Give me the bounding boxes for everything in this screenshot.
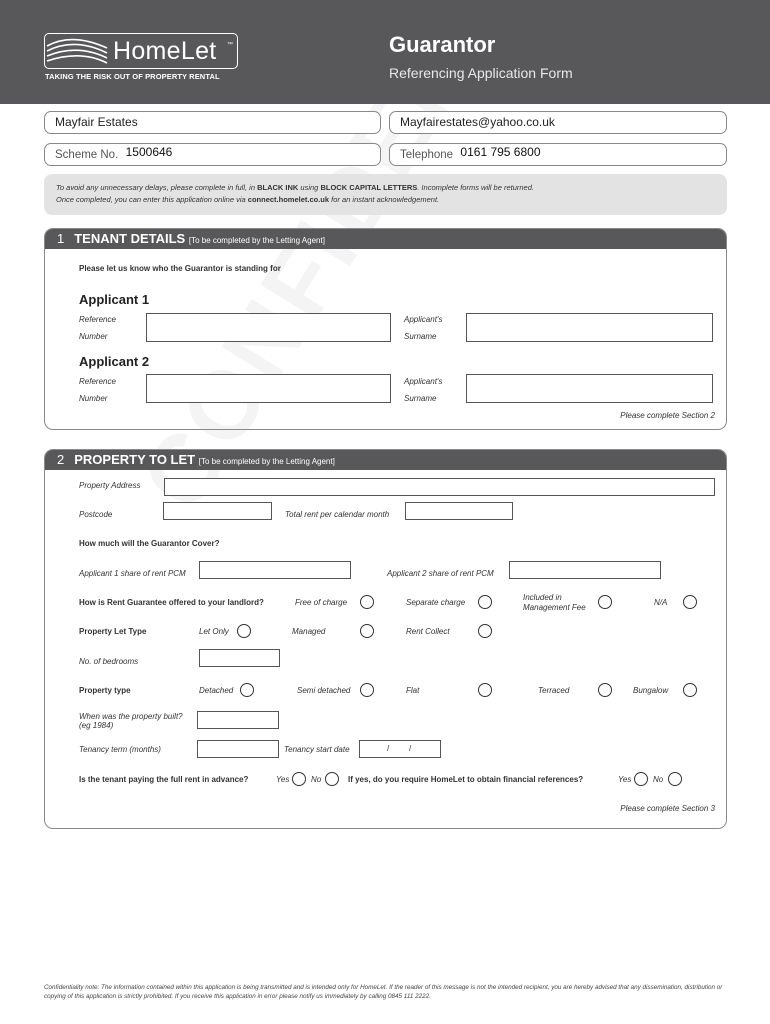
logo-wordmark: HomeLet [113, 37, 217, 65]
built-question-1: When was the property built? [79, 712, 183, 721]
postcode-input[interactable] [163, 502, 272, 520]
semi-detached-label: Semi detached [297, 686, 351, 695]
free-of-charge-label: Free of charge [295, 598, 348, 607]
a1-number-label: Number [79, 332, 108, 341]
agent-email-field[interactable] [389, 111, 727, 134]
rent-collect-radio[interactable] [478, 624, 492, 638]
bedrooms-label: No. of bedrooms [79, 657, 139, 666]
telephone-field[interactable] [389, 143, 727, 166]
separate-charge-radio[interactable] [478, 595, 492, 609]
fin-ref-no-label: No [653, 775, 664, 784]
applicant-2-surname-input[interactable] [466, 374, 713, 403]
tenancy-start-input[interactable] [359, 740, 441, 758]
total-rent-label: Total rent per calendar month [285, 510, 390, 519]
app2-share-label: Applicant 2 share of rent PCM [387, 569, 494, 578]
flat-radio[interactable] [478, 683, 492, 697]
a2-surname-label: Surname [404, 394, 437, 403]
section-1-header: 1 TENANT DETAILS [To be completed by the Letting Agent] [45, 229, 726, 249]
tenancy-term-input[interactable] [197, 740, 279, 758]
managed-radio[interactable] [360, 624, 374, 638]
section-2-footer: Please complete Section 3 [620, 804, 715, 813]
terraced-radio[interactable] [598, 683, 612, 697]
scheme-number-label: Scheme No. [55, 149, 119, 161]
rent-collect-label: Rent Collect [406, 627, 450, 636]
rent-guarantee-question: How is Rent Guarantee offered to your landlord? [79, 598, 264, 607]
telephone-label: Telephone [400, 149, 454, 161]
tenancy-term-label: Tenancy term (months) [79, 745, 161, 754]
date-separator-1: / [387, 744, 390, 753]
notice-line-1: To avoid any unnecessary delays, please complete in full, in BLACK INK using BLOCK CAPITAL LETTERS. Incomplete forms will be returned. [56, 183, 534, 192]
total-rent-input[interactable] [405, 502, 513, 520]
detached-radio[interactable] [240, 683, 254, 697]
bedrooms-input[interactable] [199, 649, 280, 667]
flat-label: Flat [406, 686, 420, 695]
section-1-footer: Please complete Section 2 [620, 411, 715, 420]
section-property-to-let [44, 449, 727, 829]
semi-detached-radio[interactable] [360, 683, 374, 697]
year-built-input[interactable] [197, 711, 279, 729]
telephone-value: 0161 795 6800 [460, 145, 541, 159]
app1-share-input[interactable] [199, 561, 351, 579]
section-2-header: 2 PROPERTY TO LET [To be completed by the Letting Agent] [45, 450, 726, 470]
a2-number-label: Number [79, 394, 108, 403]
scheme-number-value: 1500646 [125, 145, 173, 159]
managed-label: Managed [292, 627, 326, 636]
bungalow-radio[interactable] [683, 683, 697, 697]
form-subtitle: Referencing Application Form [389, 65, 573, 81]
tenancy-start-label: Tenancy start date [284, 745, 350, 754]
applicant-2-heading: Applicant 2 [79, 354, 150, 369]
scheme-number-field[interactable] [44, 143, 381, 166]
app1-share-label: Applicant 1 share of rent PCM [79, 569, 186, 578]
let-only-radio[interactable] [237, 624, 251, 638]
agent-email-value: Mayfairestates@yahoo.co.uk [400, 115, 555, 129]
app2-share-input[interactable] [509, 561, 661, 579]
a2-applicants-label: Applicant's [404, 377, 443, 386]
built-question-2: (eg 1984) [79, 721, 114, 730]
applicant-1-surname-input[interactable] [466, 313, 713, 342]
instructions-notice [44, 174, 727, 215]
form-title: Guarantor [389, 32, 496, 57]
notice-line-2: Once completed, you can enter this application online via connect.homelet.co.uk for an instant acknowledgement. [56, 195, 440, 204]
bungalow-label: Bungalow [633, 686, 669, 695]
logo-trademark: ™ [227, 42, 233, 48]
full-rent-no-label: No [311, 775, 322, 784]
confidentiality-note: Confidentiality note: The information contained within this application is being transmitted and is intended only for HomeLet. If the reader of this message is not the intended recipient, you are hereby advised that any dissemination, distribution or copying of this application is strictly prohibited. If you receive this application in error please notify us immediately by calling 0845 111 2222. [44, 984, 723, 1000]
guarantor-cover-question: How much will the Guarantor Cover? [79, 539, 220, 548]
date-separator-2: / [409, 744, 412, 753]
logo-tagline: TAKING THE RISK OUT OF PROPERTY RENTAL [45, 72, 220, 81]
full-rent-no-radio[interactable] [325, 772, 339, 786]
separate-charge-label: Separate charge [406, 598, 466, 607]
agent-name-field[interactable] [44, 111, 381, 134]
property-type-question: Property type [79, 686, 131, 695]
applicant-1-heading: Applicant 1 [79, 292, 150, 307]
applicant-1-reference-input[interactable] [146, 313, 391, 342]
free-of-charge-radio[interactable] [360, 595, 374, 609]
agent-name-value: Mayfair Estates [55, 115, 138, 129]
a1-surname-label: Surname [404, 332, 437, 341]
terraced-label: Terraced [538, 686, 570, 695]
page-header [0, 0, 770, 104]
included-label-1: Included in [523, 593, 562, 602]
na-radio[interactable] [683, 595, 697, 609]
let-only-label: Let Only [199, 627, 229, 636]
fin-ref-yes-label: Yes [618, 775, 632, 784]
property-address-label: Property Address [79, 481, 141, 490]
a2-reference-label: Reference [79, 377, 116, 386]
na-label: N/A [654, 598, 668, 607]
fin-ref-no-radio[interactable] [668, 772, 682, 786]
full-rent-question: Is the tenant paying the full rent in advance? [79, 775, 249, 784]
homelet-logo [44, 33, 238, 69]
included-management-fee-radio[interactable] [598, 595, 612, 609]
a1-reference-label: Reference [79, 315, 116, 324]
applicant-2-reference-input[interactable] [146, 374, 391, 403]
full-rent-yes-label: Yes [276, 775, 290, 784]
a1-applicants-label: Applicant's [404, 315, 443, 324]
guarantor-intro: Please let us know who the Guarantor is standing for [79, 264, 281, 273]
property-address-input[interactable] [164, 478, 715, 496]
fin-ref-yes-radio[interactable] [634, 772, 648, 786]
full-rent-yes-radio[interactable] [292, 772, 306, 786]
included-label-2: Management Fee [523, 603, 586, 612]
financial-references-question: If yes, do you require HomeLet to obtain financial references? [348, 775, 584, 784]
detached-label: Detached [199, 686, 234, 695]
postcode-label: Postcode [79, 510, 113, 519]
let-type-question: Property Let Type [79, 627, 147, 636]
